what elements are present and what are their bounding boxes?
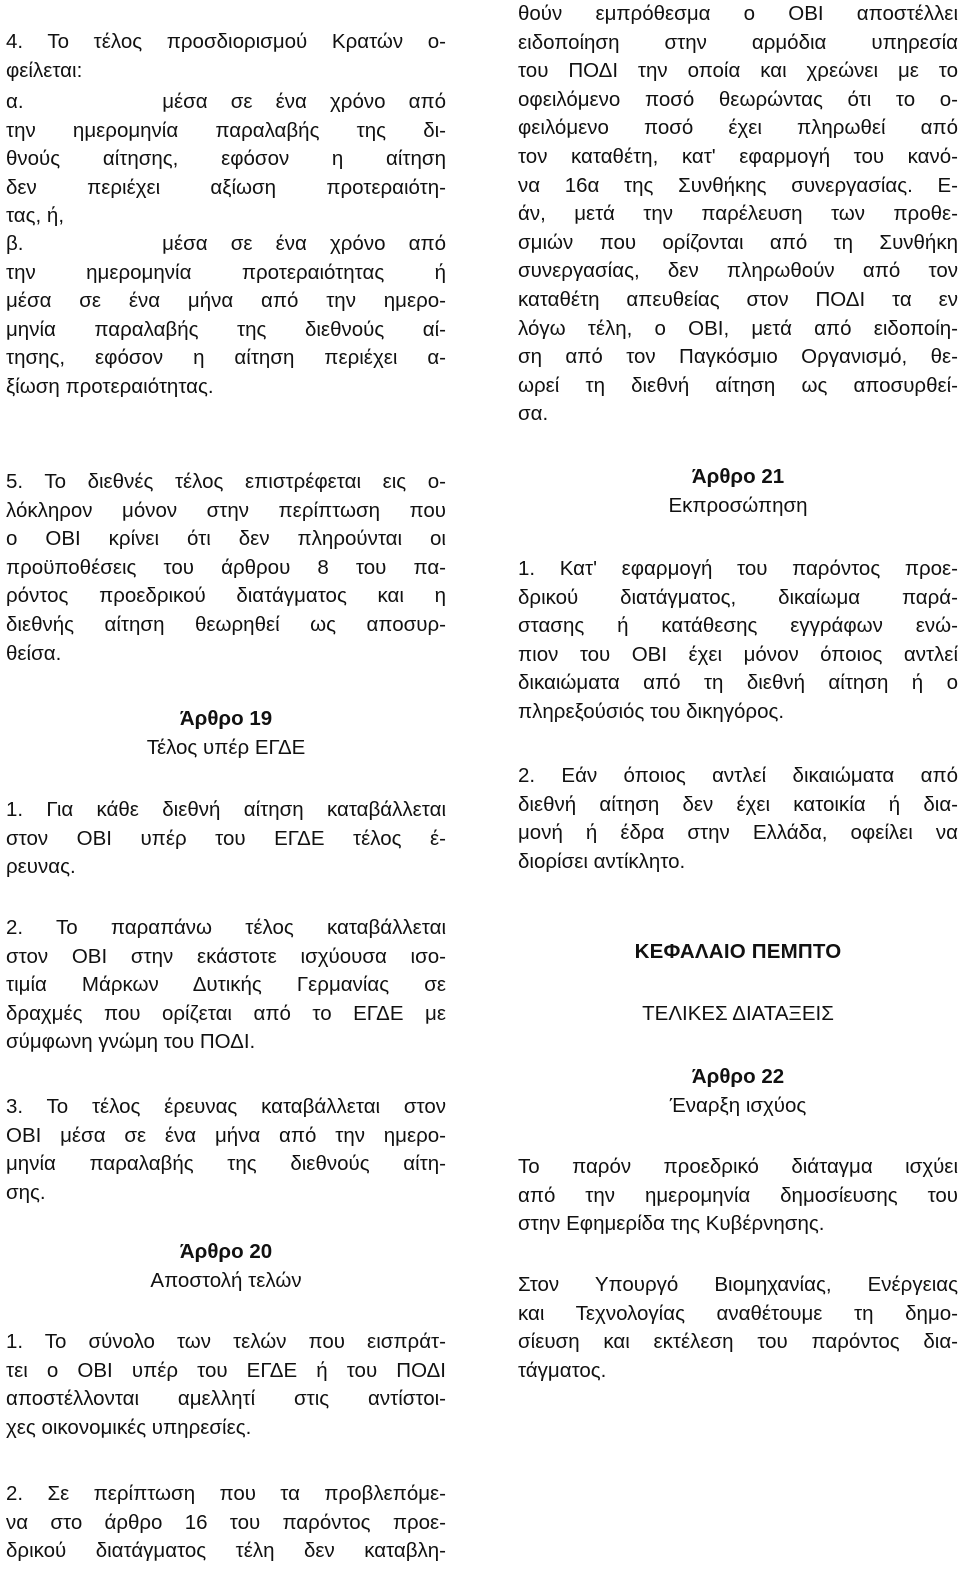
chapter-subheading — [518, 1000, 958, 1029]
text-line: τας, ή, — [6, 204, 65, 228]
text-line: δρικού διατάγματος, δικαίωμα παρά- — [518, 585, 958, 609]
text-line: στον ΟΒΙ στην εκάστοτε ισχύουσα ισο- — [6, 944, 446, 968]
text-line: ειδοποίηση στην αρμόδια υπηρεσία — [518, 30, 958, 54]
text-line: σίευση και εκτέλεση του παρόντος δια- — [518, 1330, 958, 1354]
item-a — [6, 88, 446, 231]
text-line: δραχμές που ορίζεται από το ΕΓΔΕ με — [6, 1001, 446, 1025]
text-line: ο ΟΒΙ κρίνει ότι δεν πληρούνται οι — [6, 527, 446, 551]
text-line: φείλεται: — [6, 58, 83, 82]
text-line: φειλόμενο ποσό έχει πληρωθεί από — [518, 116, 958, 140]
text-line: την ημερομηνία προτεραιότητας ή — [6, 260, 446, 284]
text-line: λόκληρον μόνον στην περίπτωση που — [6, 498, 446, 522]
article-21-heading — [518, 463, 958, 520]
text-line: διεθνή αίτηση δεν έχει κατοικία ή δια- — [518, 792, 958, 816]
article-19-paragraph-2 — [6, 914, 446, 1057]
text-line: τει ο ΟΒΙ υπέρ του ΕΓΔΕ ή του ΠΟΔΙ — [6, 1358, 446, 1382]
article-subtitle: Εκπροσώπηση — [668, 493, 808, 517]
text-line: σα. — [518, 402, 549, 426]
article-title: Άρθρο 21 — [691, 465, 785, 488]
text-line: 4. Το τέλος προσδιορισμού Κρατών ο- — [6, 30, 446, 53]
article-21-paragraph-1 — [518, 555, 958, 727]
text-line: α. μέσα σε ένα χρόνο από — [6, 90, 446, 113]
text-line: σύμφωνη γνώμη του ΠΟΔΙ. — [6, 1030, 256, 1054]
text-line: χες οικονομικές υπηρεσίες. — [6, 1415, 252, 1439]
text-line: του ΠΟΔΙ την οποία και χρεώνει με το — [518, 59, 958, 83]
text-line: τάγματος. — [518, 1358, 607, 1382]
article-title: Άρθρο 22 — [691, 1065, 785, 1088]
text-line: ση από τον Παγκόσμιο Οργανισμό, θε- — [518, 345, 958, 369]
text-line: τον καταθέτη, κατ' εφαρμογή του κανό- — [518, 144, 958, 168]
text-line: να στο άρθρο 16 του παρόντος προε- — [6, 1510, 446, 1534]
text-line: 1. Κατ' εφαρμογή του παρόντος προε- — [518, 557, 958, 580]
text-line: β. μέσα σε ένα χρόνο από — [6, 232, 446, 255]
article-19-heading — [6, 705, 446, 762]
text-line: ρευνας. — [6, 855, 76, 879]
text-line: ξίωση προτεραιότητας. — [6, 374, 214, 398]
article-22-heading — [518, 1063, 958, 1120]
text-line: 2. Το παραπάνω τέλος καταβάλλεται — [6, 916, 446, 939]
text-line: σμιών που ορίζονται από τη Συνθήκη — [518, 230, 958, 254]
article-20-heading — [6, 1238, 446, 1295]
text-line: σης. — [6, 1180, 46, 1204]
text-line: από την ημερομηνία δημοσίευσης του — [518, 1183, 958, 1207]
article-title: Άρθρο 20 — [179, 1240, 273, 1263]
text-line: 2. Εάν όποιος αντλεί δικαιώματα από — [518, 764, 958, 787]
chapter-heading — [518, 938, 958, 967]
text-line: τησης, εφόσον η αίτηση περιέχει α- — [6, 346, 446, 370]
text-line: θείσα. — [6, 641, 62, 665]
article-19-paragraph-3 — [6, 1093, 446, 1207]
text-line: δεν περιέχει αξίωση προτεραιότη- — [6, 175, 446, 199]
text-line: δρικού διατάγματος τέλη δεν καταβλη- — [6, 1539, 446, 1563]
text-line: καταθέτη απευθείας στον ΠΟΔΙ τα εν — [518, 287, 958, 311]
text-line: διεθνής αίτηση θεωρηθεί ως αποσυρ- — [6, 612, 446, 636]
text-line: και Τεχνολογίας αναθέτουμε τη δημο- — [518, 1301, 958, 1325]
text-line: μονή ή έδρα στην Ελλάδα, οφείλει να — [518, 821, 958, 845]
text-line: αποστέλλονται αμελλητί στις αντίστοι- — [6, 1387, 446, 1411]
article-20-paragraph-2-continued — [518, 0, 958, 429]
text-line: οφειλόμενο ποσό θεωρώντας ότι το ο- — [518, 87, 958, 111]
text-line: 2. Σε περίπτωση που τα προβλεπόμε- — [6, 1482, 446, 1505]
text-line: να 16α της Συνθήκης συνεργασίας. Ε- — [518, 173, 958, 197]
text-line: στην Εφημερίδα της Κυβέρνησης. — [518, 1212, 825, 1236]
paragraph-5 — [6, 468, 446, 668]
text-line: στασης ή κατάθεσης εγγράφων ενώ- — [518, 614, 958, 638]
text-line: 3. Το τέλος έρευνας καταβάλλεται στον — [6, 1095, 446, 1118]
text-line: θούν εμπρόθεσμα ο ΟΒΙ αποστέλλει — [518, 2, 958, 25]
article-subtitle: Αποστολή τελών — [150, 1268, 302, 1292]
text-line: Το παρόν προεδρικό διάταγμα ισχύει — [518, 1155, 958, 1178]
article-subtitle: Τέλος υπέρ ΕΓΔΕ — [146, 735, 306, 759]
text-line: προϋποθέσεις του άρθρου 8 του πα- — [6, 555, 446, 579]
text-line: ρόντος προεδρικού διατάγματος και η — [6, 584, 446, 608]
text-line: μέσα σε ένα μήνα από την ημερο- — [6, 289, 446, 313]
text-line: θνούς αίτησης, εφόσον η αίτηση — [6, 147, 446, 171]
text-line: τιμία Μάρκων Δυτικής Γερμανίας σε — [6, 973, 446, 997]
text-line: συνεργασίας, δεν πληρωθούν από τον — [518, 259, 958, 283]
article-20-paragraph-1 — [6, 1328, 446, 1442]
text-line: ΟΒΙ μέσα σε ένα μήνα από την ημερο- — [6, 1123, 446, 1147]
text-line: πληρεξούσιός του δικηγόρος. — [518, 699, 785, 723]
text-line: στον ΟΒΙ υπέρ του ΕΓΔΕ τέλος έ- — [6, 826, 446, 850]
text-line: πιον του ΟΒΙ έχει μόνον όποιος αντλεί — [518, 642, 958, 666]
chapter-title: ΚΕΦΑΛΑΙΟ ΠΕΜΠΤΟ — [634, 940, 842, 963]
article-19-paragraph-1 — [6, 796, 446, 882]
text-line: άν, μετά την παρέλευση των προθε- — [518, 202, 958, 226]
article-22-paragraph-1 — [518, 1153, 958, 1239]
text-line: διορίσει αντίκλητο. — [518, 849, 686, 873]
text-line: 1. Το σύνολο των τελών που εισπράτ- — [6, 1330, 446, 1353]
article-title: Άρθρο 19 — [179, 707, 273, 730]
paragraph-4 — [6, 28, 446, 85]
text-line: Στον Υπουργό Βιομηχανίας, Ενέργειας — [518, 1273, 958, 1296]
article-21-paragraph-2 — [518, 762, 958, 876]
chapter-subtitle: ΤΕΛΙΚΕΣ ΔΙΑΤΑΞΕΙΣ — [642, 1002, 834, 1025]
text-line: 1. Για κάθε διεθνή αίτηση καταβάλλεται — [6, 798, 446, 821]
text-line: μηνία παραλαβής της διεθνούς αίτη- — [6, 1152, 446, 1176]
article-20-paragraph-2 — [6, 1480, 446, 1566]
text-line: 5. Το διεθνές τέλος επιστρέφεται εις ο- — [6, 470, 446, 493]
text-line: λόγω τέλη, ο ΟΒΙ, μετά από ειδοποίη- — [518, 316, 958, 340]
article-22-paragraph-2 — [518, 1271, 958, 1385]
text-line: ωρεί τη διεθνή αίτηση ως αποσυρθεί- — [518, 373, 958, 397]
item-b — [6, 230, 446, 402]
article-subtitle: Έναρξη ισχύος — [669, 1093, 807, 1117]
text-line: την ημερομηνία παραλαβής της δι- — [6, 118, 446, 142]
text-line: δικαιώματα από τη διεθνή αίτηση ή ο — [518, 671, 958, 695]
text-line: μηνία παραλαβής της διεθνούς αί- — [6, 317, 446, 341]
